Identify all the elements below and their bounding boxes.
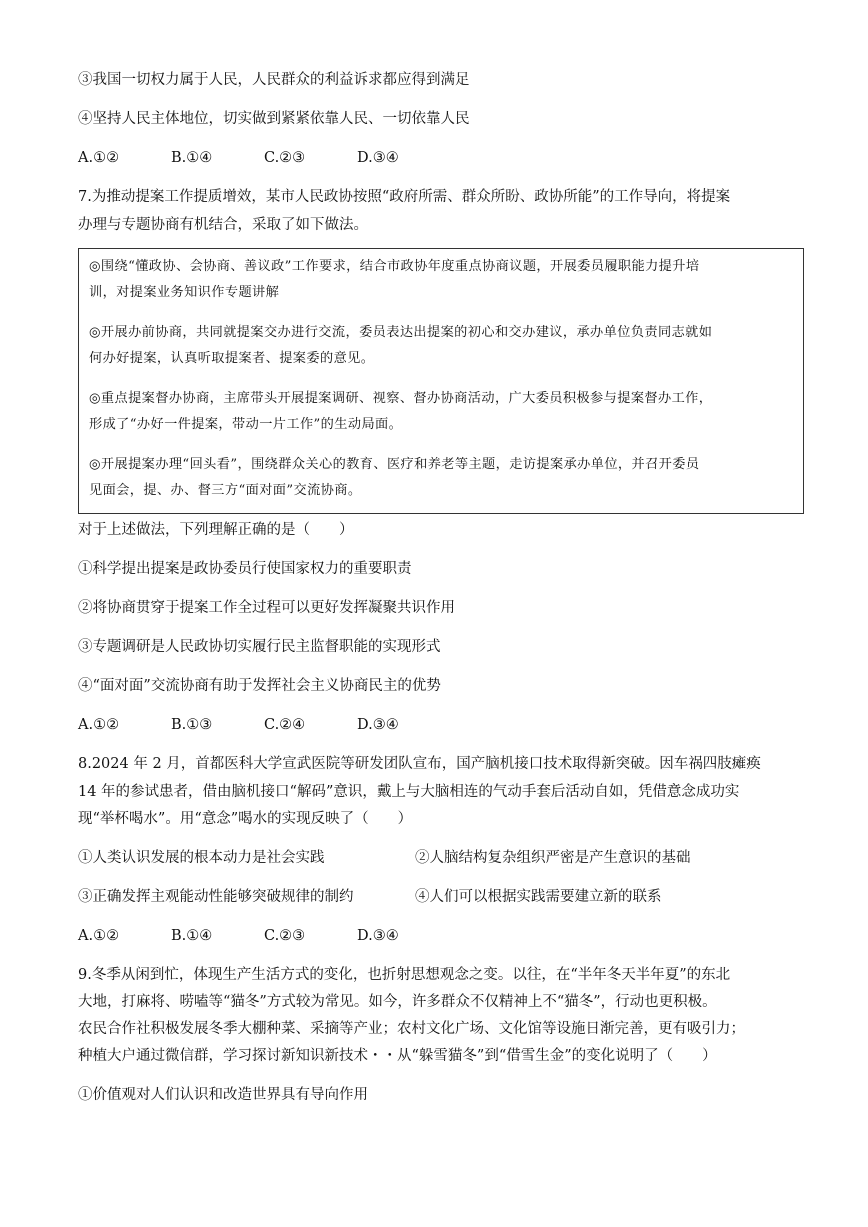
q8-option-c: C.②③ (264, 928, 306, 944)
q7-item-3: ③专题调研是人民政协切实履行民主监督职能的实现形式 (78, 639, 441, 655)
q7-option-b: B.①③ (171, 717, 213, 733)
q7-option-c: C.②④ (264, 717, 306, 733)
q8-item-3: ③正确发挥主观能动性能够突破规律的制约 (78, 889, 354, 905)
q8-item-2: ②人脑结构复杂组织严密是产生意识的基础 (415, 850, 691, 866)
q6-option-a: A.①② (78, 150, 120, 166)
q7-box-p1-line-1: ◎围绕“懂政协、会协商、善议政”工作要求，结合市政协年度重点协商议题，开展委员履职能力提升培 (89, 259, 700, 274)
q9-stem-line-1: 9.冬季从闲到忙，体现生产生活方式的变化，也折射思想观念之变。以往，在“半年冬天半年夏”的东北 (78, 967, 731, 983)
q8-stem-line-1: 8.2024 年 2 月，首都医科大学宣武医院等研发团队宣布，国产脑机接口技术取得新突破。因车祸四肢瘫痪 (78, 756, 761, 772)
q7-option-a: A.①② (78, 717, 120, 733)
q7-item-4: ④“面对面”交流协商有助于发挥社会主义协商民主的优势 (78, 678, 441, 694)
q7-material-box (78, 248, 804, 514)
q7-box-p3-line-2: 形成了“办好一件提案，带动一片工作”的生动局面。 (89, 417, 403, 432)
q7-box-p2-line-1: ◎开展办前协商，共同就提案交办进行交流，委员表达出提案的初心和交办建议，承办单位负责同志就如 (89, 325, 713, 340)
q8-option-d: D.③④ (357, 928, 399, 944)
q7-item-1: ①科学提出提案是政协委员行使国家权力的重要职责 (78, 561, 412, 577)
q7-box-p4-line-2: 见面会，提、办、督三方“面对面”交流协商。 (89, 483, 362, 498)
q7-box-p2-line-2: 何办好提案，认真听取提案者、提案委的意见。 (89, 351, 375, 366)
q6-item-4: ④坚持人民主体地位，切实做到紧紧依靠人民、一切依靠人民 (78, 111, 470, 127)
q9-stem-line-2: 大地，打麻将、唠嗑等“猫冬”方式较为常见。如今，许多群众不仅精神上不“猫冬”，行动也更积极。 (78, 994, 717, 1010)
q8-stem-line-3: 现“举杯喝水”。用“意念”喝水的实现反映了（ ） (78, 811, 413, 827)
q6-option-c: C.②③ (264, 150, 306, 166)
q8-item-4: ④人们可以根据实践需要建立新的联系 (415, 889, 662, 905)
q7-box-p4-line-1: ◎开展提案办理“回头看”，围绕群众关心的教育、医疗和养老等主题，走访提案承办单位，并召开委员 (89, 457, 700, 472)
q9-item-1: ①价值观对人们认识和改造世界具有导向作用 (78, 1087, 368, 1103)
q7-question: 对于上述做法，下列理解正确的是（ ） (78, 522, 354, 538)
q7-stem-line-2: 办理与专题协商有机结合，采取了如下做法。 (78, 217, 368, 233)
q8-item-1: ①人类认识发展的根本动力是社会实践 (78, 850, 325, 866)
q8-option-b: B.①④ (171, 928, 213, 944)
q7-options (78, 715, 450, 735)
q6-options (78, 148, 450, 168)
q9-stem-line-4: 种植大户通过微信群，学习探讨新知识新技术・・从“躲雪猫冬”到“借雪生金”的变化说明了（ ） (78, 1048, 717, 1064)
q7-box-p3-line-1: ◎重点提案督办协商，主席带头开展提案调研、视察、督办协商活动，广大委员积极参与提案督办工作， (89, 391, 713, 406)
q7-box-p1-line-2: 训，对提案业务知识作专题讲解 (89, 285, 280, 300)
q7-option-d: D.③④ (357, 717, 399, 733)
q7-stem-line-1: 7.为推动提案工作提质增效，某市人民政协按照“政府所需、群众所盼、政协所能”的工作导向，将提案 (78, 189, 731, 205)
q6-item-3: ③我国一切权力属于人民，人民群众的利益诉求都应得到满足 (78, 72, 470, 88)
q9-stem-line-3: 农民合作社积极发展冬季大棚种菜、采摘等产业；农村文化广场、文化馆等设施日渐完善，更有吸引力； (78, 1021, 745, 1037)
q8-option-a: A.①② (78, 928, 120, 944)
q6-option-b: B.①④ (171, 150, 213, 166)
q8-options (78, 926, 450, 946)
q7-item-2: ②将协商贯穿于提案工作全过程可以更好发挥凝聚共识作用 (78, 600, 455, 616)
q6-option-d: D.③④ (357, 150, 399, 166)
q8-stem-line-2: 14 年的参试患者，借由脑机接口“解码”意识，戴上与大脑相连的气动手套后活动自如，凭借意念成功实 (78, 784, 740, 800)
